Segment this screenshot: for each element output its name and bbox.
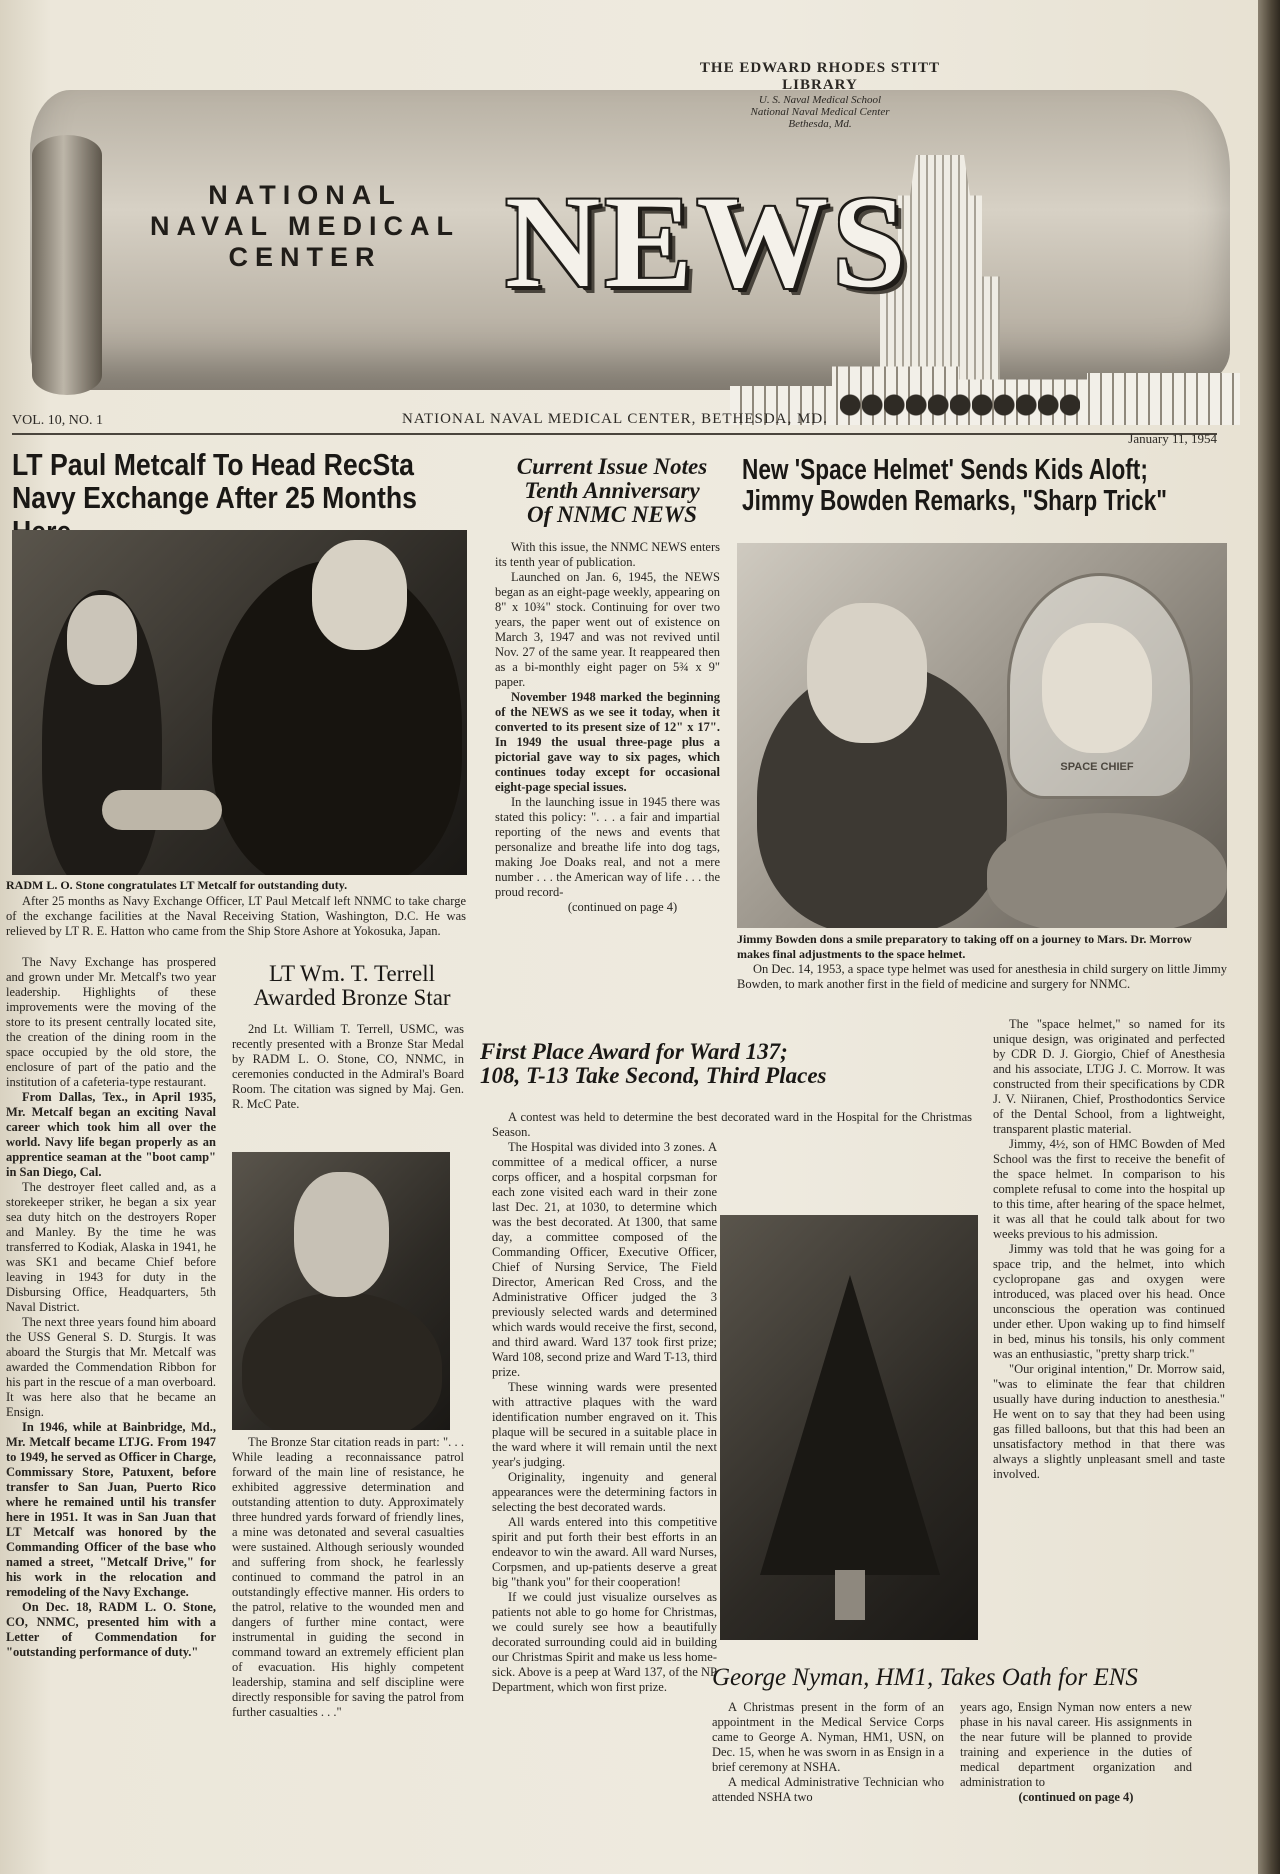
ward-paragraph-2: The Hospital was divided into 3 zones. A committee of a medical officer, a nurse corps officer, and a hospital corpsman for each zone visited each ward in their zone last Dec. 21, at 1030, to determine which was the best decorated. At 1300, that same day, a committee composed of the Commanding Officer, Executive Officer, Chief of Nursing Service, The Field Director, American Red Cross, and the Administrative Officer judged the 3 previously selected wards and determined which wards would receive the first, second, and third award. Ward 137 took first prize; Ward 108, second prize and Ward T-13, third prize.: [492, 1140, 717, 1379]
ward-headline-line-2: 108, T-13 Take Second, Third Places: [480, 1063, 827, 1089]
current-paragraph-3: November 1948 marked the beginning of the NEWS as we see it today, when it converted to its present size of 12" x 17". In 1949 the usual three-page plus a pictorial gave way to six pages, which continues today except for occasional eight-page special issues.: [495, 690, 720, 794]
nyman-column-2: [960, 1700, 1192, 1805]
doctor-face: [807, 603, 927, 743]
masthead-title: NEWS: [505, 168, 910, 315]
helmet-paragraph-2: The "space helmet," so named for its unique design, was originated and perfected by CDR D. J. Giorgio, Chief of Anesthesia and his associate, LTJG J. C. Morrow. It was constructed from their specifications by CDR J. V. Niiranen, Chief, Prosthodontics Service of the Dental School, from a lightweight, transparent plastic material.: [993, 1017, 1225, 1136]
helmet-paragraph-5: "Our original intention," Dr. Morrow said, "was to eliminate the fear that children usually have during induction to anesthesia." He went on to say that they had been using gas filled balloons, but that this had been an unsatisfactory method in that there was always a slightly unpleasant smell and taste involved.: [993, 1362, 1225, 1481]
ward-paragraph-6: If we could just visualize ourselves as patients not able to go home for Christmas, we could surely see how a beautifully decorated surrounding could aid in building our Christmas Spirit and make us less home-sick. Above is a peep at Ward 137, of the NP Department, which won first prize.: [492, 1590, 717, 1694]
helmet-label: SPACE CHIEF: [1060, 761, 1134, 773]
ward-paragraph-4: Originality, ingenuity and general appearances were the determining factors in selecting the best decorated wards.: [492, 1470, 717, 1514]
child-face: [1042, 623, 1152, 753]
issue-date: January 11, 1954: [1128, 431, 1217, 446]
helmet-photo-caption: Jimmy Bowden dons a smile preparatory to taking off on a journey to Mars. Dr. Morrow makes final adjustments to the space helmet.: [737, 932, 1192, 961]
helmet-lead: [737, 962, 1227, 992]
ward-lead: [492, 1110, 972, 1140]
terrell-headline: [232, 962, 472, 1010]
terrell-paragraph-1: 2nd Lt. William T. Terrell, USMC, was recently presented with a Bronze Star Medal by RADM L. O. Stone, CO, NNMC, in ceremonies conducted in the Admiral's Board Room. The citation was signed by Maj. Gen. R. McC Pate.: [232, 1022, 464, 1111]
helmet-paragraph-4: Jimmy was told that he was going for a space trip, and the helmet, into which cyclopropane gas and oxygen were introduced, was placed over his head. Once unconscious the operation was continued under ether. Upon waking up to find himself in bed, minus his tonsils, his only comment was an enthusiastic, "pretty sharp trick.": [993, 1242, 1225, 1361]
helmet-paragraph-1: On Dec. 14, 1953, a space type helmet was used for anesthesia in child surgery on little Jimmy Bowden, to mark another first in the field of medicine and surgery for NNMC.: [737, 962, 1227, 991]
metcalf-paragraph-6: In 1946, while at Bainbridge, Md., Mr. Metcalf became LTJG. From 1947 to 1949, he served as Officer in Charge, Commissary Store, Patuxent, before transfer to San Juan, Puerto Rico where he remained until his transfer here in 1951. It was in San Juan that LT Metcalf was honored by the Commanding Officer of the base who named a street, "Metcalf Drive," for his work in the relocation and remodeling of the Navy Exchange.: [6, 1420, 216, 1599]
christmas-tree-photo: [720, 1215, 978, 1640]
ward-body-column: [492, 1140, 717, 1695]
nyman-paragraph-2: A medical Administrative Technician who attended NSHA two: [712, 1775, 944, 1804]
library-line-3: Bethesda, Md.: [788, 118, 852, 130]
binding-spine: [1258, 0, 1280, 1874]
nyman-paragraph-1: A Christmas present in the form of an appointment in the Medical Service Corps came to George A. Nyman, HM1, USN, on Dec. 15, when he was sworn in as Ensign in a brief ceremony at NSHA.: [712, 1700, 944, 1774]
space-helmet-photo: [737, 543, 1227, 928]
metcalf-body-column: [6, 955, 216, 1660]
current-paragraph-2: Launched on Jan. 6, 1945, the NEWS began as an eight-page weekly, appearing on 8" x 10¾" stock. Continuing for over two years, the paper went out of existence on March 3, 1947 and was not revived until Nov. 27 of the same year. It reappeared then as a bi-monthly eight pager on 5¾ x 9" paper.: [495, 570, 720, 689]
ward-paragraph-1: A contest was held to determine the best decorated ward in the Hospital for the Christmas Season.: [492, 1110, 972, 1139]
metcalf-headline-line-2: Navy Exchange After 25 Months: [12, 480, 417, 516]
officer-face-right: [312, 540, 407, 650]
metcalf-photo-caption: RADM L. O. Stone congratulates LT Metcalf for outstanding duty.: [6, 878, 348, 892]
current-continued: (continued on page 4): [567, 900, 678, 914]
current-paragraph-1: With this issue, the NNMC NEWS enters its tenth year of publication.: [495, 540, 720, 569]
terrell-paragraph-2: The Bronze Star citation reads in part: ". . . While leading a reconnaissance patrol forward of the main line of resistance, he exhibited aggressive determination and outstanding attention to duty. Approximately three hundred yards forward of friendly lines, a mine was detonated and several casualties were sustained. Although seriously wounded and suffering from shock, he fearlessly continued to command the patrol in an outstandingly effective manner. His orders to the patrol, relative to the wounded men and dangers of further mine contact, were instrumental in guiding the second in command toward an extremely efficient plan of evacuation. His highly competent leadership, stamina and self discipline were directly responsible for saving the patrol from further casualties . . .": [232, 1435, 464, 1719]
nyman-continued: (continued on page 4): [1018, 1790, 1134, 1804]
current-issue-body: [495, 540, 720, 915]
current-headline-line-3: Of NNMC NEWS: [527, 502, 697, 528]
terrell-citation: [232, 1435, 464, 1720]
current-paragraph-4: In the launching issue in 1945 there was stated this policy: ". . . a fair and impartial reporting of the news and events that personalize and breathe life into dog tags, making Joe Doaks real, and not a mere number . . . the American way of life . . . the proud record-: [495, 795, 720, 899]
metcalf-paragraph-5: The next three years found him aboard the USS General S. D. Sturgis. It was aboard the Sturgis that Mr. Metcalf was awarded the Commendation Ribbon for his part in the rescue of a man overboard. It was here also that he became an Ensign.: [6, 1315, 216, 1419]
ward-paragraph-5: All wards entered into this competitive spirit and put forth their best efforts in an endeavor to win the award. All ward Nurses, Corpsmen, and up-patients deserve a great big "thank you" for their cooperation!: [492, 1515, 717, 1589]
masthead-line-1: NATIONAL: [208, 180, 402, 210]
child-blanket: [987, 813, 1227, 928]
terrell-intro: [232, 1022, 464, 1112]
metcalf-lead-paragraph: [6, 894, 466, 939]
terrell-headline-line-2: Awarded Bronze Star: [253, 985, 451, 1011]
helmet-headline: [742, 455, 1222, 518]
helmet-paragraph-3: Jimmy, 4½, son of HMC Bowden of Med School was the first to receive the benefit of the space helmet. In comparison to his complete refusal to come into the hospital up to this time, after hearing of the space helmet, it was all that he could talk about for two weeks previous to his admission.: [993, 1137, 1225, 1241]
current-issue-headline: [492, 455, 732, 527]
masthead: [10, 60, 1230, 405]
terrell-face: [294, 1172, 389, 1297]
christmas-tree: [760, 1275, 940, 1575]
masthead-line-3: CENTER: [228, 242, 382, 272]
metcalf-headline-line-1: LT Paul Metcalf To Head RecSta: [12, 447, 414, 482]
metcalf-paragraph-3: From Dallas, Tex., in April 1935, Mr. Metcalf began an exciting Naval career which took him all over the world. Navy life began properly as an apprentice seaman at the "boot camp" in San Diego, Cal.: [6, 1090, 216, 1179]
ward-paragraph-3: These winning wards were presented with attractive plaques with the ward identification number engraved on it. This plaque will be secured in a suitable place in the ward where it will remain until the next year's judging.: [492, 1380, 717, 1469]
terrell-photo: [232, 1152, 450, 1430]
nyman-column-1: [712, 1700, 944, 1805]
current-headline-line-1: Current Issue Notes: [516, 454, 708, 479]
volume-number: VOL. 10, NO. 1: [12, 413, 103, 428]
current-headline-line-2: Tenth Anniversary: [524, 478, 700, 504]
officer-face-left: [67, 595, 137, 685]
nyman-paragraph-3: years ago, Ensign Nyman now enters a new phase in his naval career. His assignments in the near future will be planned to provide training and experience in the duties of medical department organization and administration to: [960, 1700, 1192, 1789]
library-title: THE EDWARD RHODES STITT LIBRARY: [699, 60, 941, 93]
metcalf-paragraph-4: The destroyer fleet called and, as a storekeeper striker, he began a six year sea duty hitch on the destroyers Roper and Manley. By the time he was transferred to Kodiak, Alaska in 1941, he was SK1 and became Chief before leaving in 1943 for duty in the Disbursing Office, Headquarters, 5th Naval District.: [6, 1180, 216, 1314]
terrell-headline-line-1: LT Wm. T. Terrell: [269, 961, 435, 986]
tree-stand: [835, 1570, 865, 1620]
scroll-roll-graphic: [32, 135, 102, 395]
metcalf-photo: [12, 530, 467, 875]
library-stamp: [670, 60, 970, 130]
helmet-body-column: [993, 1017, 1225, 1482]
nyman-headline: George Nyman, HM1, Takes Oath for ENS: [712, 1664, 1138, 1691]
dateline: [12, 405, 1217, 446]
metcalf-paragraph-1: After 25 months as Navy Exchange Officer, LT Paul Metcalf left NNMC to take charge of the exchange facilities at the Naval Receiving Station, Washington, D.C. He was relieved by LT R. E. Hatton who came from the Ship Store Ashore at Yokosuka, Japan.: [6, 894, 466, 938]
metcalf-paragraph-7: On Dec. 18, RADM L. O. Stone, CO, NNMC, presented him with a Letter of Commendation for "outstanding performance of duty.": [6, 1600, 216, 1659]
terrell-uniform: [242, 1292, 442, 1430]
library-line-2: National Naval Medical Center: [750, 106, 890, 118]
helmet-headline-line-1: New 'Space Helmet' Sends Kids Aloft;: [742, 454, 1148, 486]
metcalf-paragraph-2: The Navy Exchange has prospered and grown under Mr. Metcalf's two year leadership. Highlights of these improvements were the moving of the store to its present centrally located site, the creation of the dining room in the space occupied by the old store, the enclosure of part of the patio and the institution of a cafeteria-type restaurant.: [6, 955, 216, 1089]
library-line-1: U. S. Naval Medical School: [758, 94, 882, 106]
ward-headline: [480, 1040, 980, 1088]
dateline-place: NATIONAL NAVAL MEDICAL CENTER, BETHESDA, MD.: [402, 411, 828, 427]
masthead-line-2: NAVAL MEDICAL: [150, 211, 460, 241]
helmet-headline-line-2: Jimmy Bowden Remarks, "Sharp Trick": [742, 485, 1168, 518]
ward-headline-line-1: First Place Award for Ward 137;: [480, 1039, 788, 1064]
handshake-figure: [102, 790, 222, 830]
masthead-org-name: [110, 180, 500, 273]
